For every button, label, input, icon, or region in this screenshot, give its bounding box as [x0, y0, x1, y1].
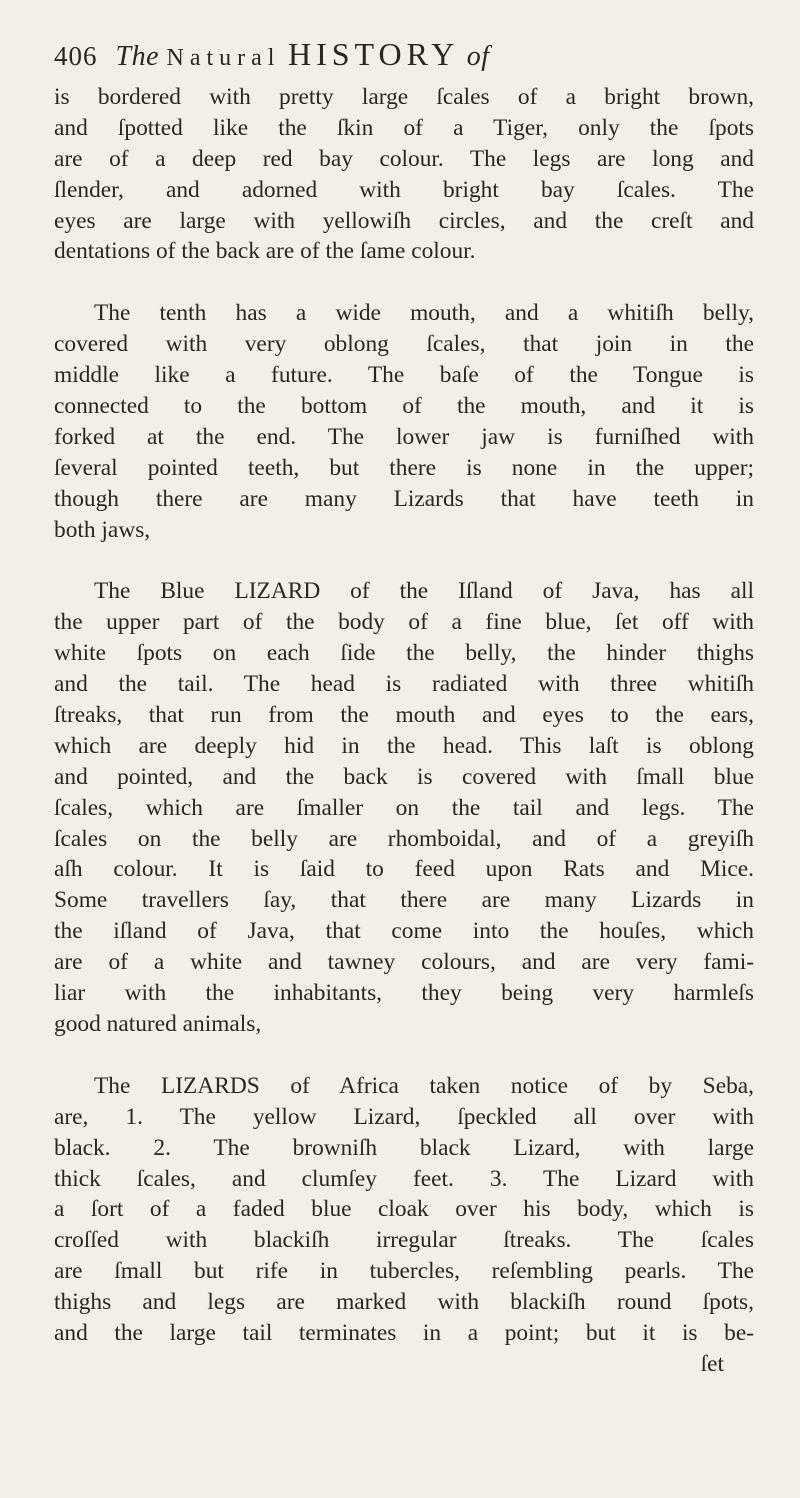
text-line: though there are many Lizards that have teeth in — [54, 485, 754, 512]
text-line: and pointed, and the back is covered with ſmall blue — [54, 763, 754, 790]
text-line: which are deeply hid in the head. This laſt is oblong — [54, 732, 754, 759]
text-line: thick ſcales, and clumſey feet. 3. The Lizard with — [54, 1165, 754, 1192]
text-line: both jaws, — [54, 516, 151, 543]
text-line: ſeveral pointed teeth, but there is none in the upper; — [54, 454, 754, 481]
text-line: eyes are large with yellowiſh circles, and the creſt and — [54, 207, 754, 234]
paragraph-gap — [54, 1040, 754, 1071]
text-line: connected to the bottom of the mouth, and it is — [54, 393, 754, 420]
text-line: aſh colour. It is ſaid to feed upon Rats and Mice. — [54, 856, 754, 883]
paragraph-african-lizards — [54, 1071, 754, 1349]
text-line: liar with the inhabitants, they being very harmleſs — [54, 980, 754, 1007]
paragraph-tenth-lizard — [54, 298, 754, 545]
paragraph-continuation — [54, 82, 754, 267]
text-line: good natured animals, — [54, 1010, 262, 1037]
title-natural: Natural — [166, 45, 281, 71]
text-line: and ſpotted like the ſkin of a Tiger, only the ſpots — [54, 114, 754, 141]
text-line: are ſmall but rife in tubercles, reſembling pearls. The — [54, 1258, 754, 1285]
text-line: and the large tail terminates in a point; but it is be- — [54, 1319, 754, 1346]
text-line: a ſort of a faded blue cloak over his body, which is — [54, 1196, 754, 1223]
text-line: ſlender, and adorned with bright bay ſcales. The — [54, 176, 754, 203]
text-line: thighs and legs are marked with blackiſh round ſpots, — [54, 1289, 754, 1316]
text-line: middle like a future. The baſe of the Tongue is — [54, 362, 754, 389]
text-line: The Blue LIZARD of the Iſland of Java, has all — [94, 578, 754, 605]
running-header — [54, 36, 754, 76]
text-line: is bordered with pretty large ſcales of a bright brown, — [54, 84, 754, 110]
title-the: The — [115, 41, 159, 72]
text-line: black. 2. The browniſh black Lizard, with large — [54, 1134, 754, 1161]
text-line: The tenth has a wide mouth, and a whitiſh belly, — [94, 300, 754, 327]
text-line: The LIZARDS of Africa taken notice of by Seba, — [94, 1072, 754, 1099]
text-line: white ſpots on each ſide the belly, the hinder thighs — [54, 640, 754, 667]
text-line: ſcales, which are ſmaller on the tail and legs. The — [54, 794, 754, 821]
title-history: HISTORY — [287, 36, 460, 72]
paragraph-gap — [54, 267, 754, 298]
running-title — [116, 36, 490, 73]
page-number: 406 — [54, 41, 98, 71]
text-line: dentations of the back are of the ſame colour. — [54, 238, 476, 265]
text-line: Some travellers ſay, that there are many Lizards in — [54, 887, 754, 914]
text-line: the iſland of Java, that come into the houſes, which — [54, 918, 754, 945]
text-line: are of a deep red bay colour. The legs are long and — [54, 145, 754, 172]
text-line: are, 1. The yellow Lizard, ſpeckled all over with — [54, 1103, 754, 1130]
paragraph-blue-lizard — [54, 576, 754, 1039]
catchword: ſet — [700, 1350, 724, 1377]
text-line: ſtreaks, that run from the mouth and eyes to the ears, — [54, 702, 754, 729]
text-line: croſſed with blackiſh irregular ſtreaks. The ſcales — [54, 1227, 754, 1254]
text-line: the upper part of the body of a fine blue, ſet off with — [54, 609, 754, 636]
text-line: covered with very oblong ſcales, that join in the — [54, 331, 754, 358]
text-line: are of a white and tawney colours, and are very fami- — [54, 949, 754, 976]
text-line: forked at the end. The lower jaw is furniſhed with — [54, 423, 754, 450]
paragraph-gap — [54, 545, 754, 576]
title-of: of — [466, 41, 490, 72]
text-line: and the tail. The head is radiated with three whitiſh — [54, 671, 754, 698]
text-line: ſcales on the belly are rhomboidal, and of a greyiſh — [54, 825, 754, 852]
